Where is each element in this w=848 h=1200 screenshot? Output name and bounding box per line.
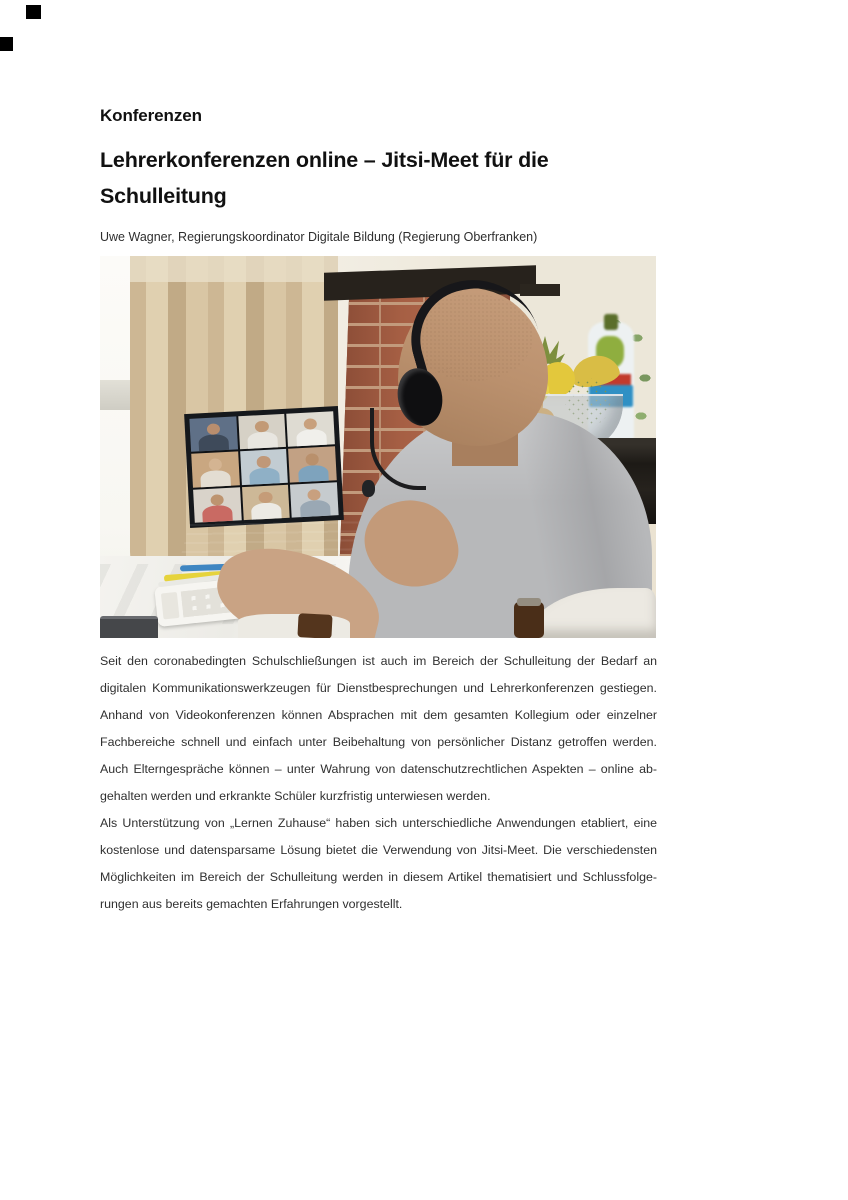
video-tile bbox=[290, 482, 338, 518]
video-tile bbox=[240, 449, 288, 485]
article-photo bbox=[100, 256, 656, 638]
participant-body bbox=[249, 467, 280, 485]
participant-head bbox=[259, 491, 273, 503]
video-tile bbox=[238, 414, 286, 450]
author-line: Uwe Wagner, Regierungskoordinator Digitale Bildung (Regierung Oberfranken) bbox=[100, 230, 538, 244]
participant-head bbox=[306, 453, 320, 465]
participant-head bbox=[257, 456, 271, 468]
participant-head bbox=[304, 418, 318, 430]
video-tile bbox=[288, 447, 336, 483]
participant-body bbox=[202, 505, 233, 523]
chair-backrest bbox=[238, 614, 350, 638]
video-tile bbox=[287, 411, 335, 447]
video-conference-grid bbox=[189, 411, 338, 522]
participant-body bbox=[300, 500, 331, 518]
bottle-cap bbox=[604, 314, 618, 330]
video-tile bbox=[193, 487, 241, 523]
paragraph-line: gehalten werden und erkrankte Schüler kurzfristig unterwiesen werden. bbox=[100, 789, 491, 803]
participant-body bbox=[199, 434, 230, 452]
laptop-screen bbox=[184, 406, 344, 528]
participant-body bbox=[201, 469, 232, 487]
participant-head bbox=[307, 489, 321, 501]
paragraph-line: Seit den coronabedingten Schulschließungen ist auch im Bereich der Schulleitung der Bedarf an bbox=[100, 654, 657, 668]
participant-body bbox=[298, 464, 329, 482]
section-kicker: Konferenzen bbox=[100, 106, 202, 125]
paragraph-line: Fachbereiche schnell und einfach unter Beibehaltung von persönlicher Distanz getroffen werden. bbox=[100, 735, 657, 749]
video-tile bbox=[191, 452, 239, 488]
corner-mark bbox=[26, 5, 41, 19]
chair-post bbox=[297, 613, 332, 638]
article-title: Lehrerkonferenzen online – Jitsi-Meet für die Schulleitung bbox=[100, 148, 549, 208]
paragraph-line: kostenlose und datensparsame Lösung bietet die Verwendung von Jitsi-Meet. Die verschiedensten bbox=[100, 843, 657, 857]
body-paragraph bbox=[100, 810, 657, 918]
corner-mark bbox=[0, 37, 13, 51]
participant-body bbox=[296, 429, 327, 447]
paragraph-line: rungen aus bereits gemachten Erfahrungen vorgestellt. bbox=[100, 897, 403, 911]
paragraph-line: Möglichkeiten im Bereich der Schulleitung werden in diesem Artikel thematisiert und Schlussfolge- bbox=[100, 870, 657, 884]
headset-mic bbox=[362, 480, 375, 497]
photo-mantel bbox=[520, 284, 560, 296]
participant-head bbox=[208, 459, 222, 471]
video-tile bbox=[242, 484, 290, 520]
participant-body bbox=[251, 502, 282, 520]
participant-head bbox=[206, 423, 220, 435]
video-tile bbox=[189, 416, 237, 452]
participant-head bbox=[210, 494, 224, 506]
chair-post bbox=[514, 602, 544, 638]
paragraph-line: Als Unterstützung von „Lernen Zuhause“ haben sich unterschiedliche Anwendungen etabliert, eine bbox=[100, 816, 657, 830]
photo-notebook bbox=[100, 616, 158, 638]
paragraph-line: Auch Elterngespräche können – unter Wahrung von datenschutzrechtlichen Aspekten – online ab- bbox=[100, 762, 657, 776]
participant-head bbox=[255, 421, 269, 433]
paragraph-line: Anhand von Videokonferenzen können Absprachen mit dem gesamten Kollegium oder einzelner bbox=[100, 708, 657, 722]
participant-body bbox=[247, 432, 278, 450]
body-paragraph bbox=[100, 648, 657, 810]
photo-curtain-valance bbox=[130, 256, 338, 282]
paragraph-line: digitalen Kommunikationswerkzeugen für Dienstbesprechungen und Lehrerkonferenzen gestiegen. bbox=[100, 681, 657, 695]
